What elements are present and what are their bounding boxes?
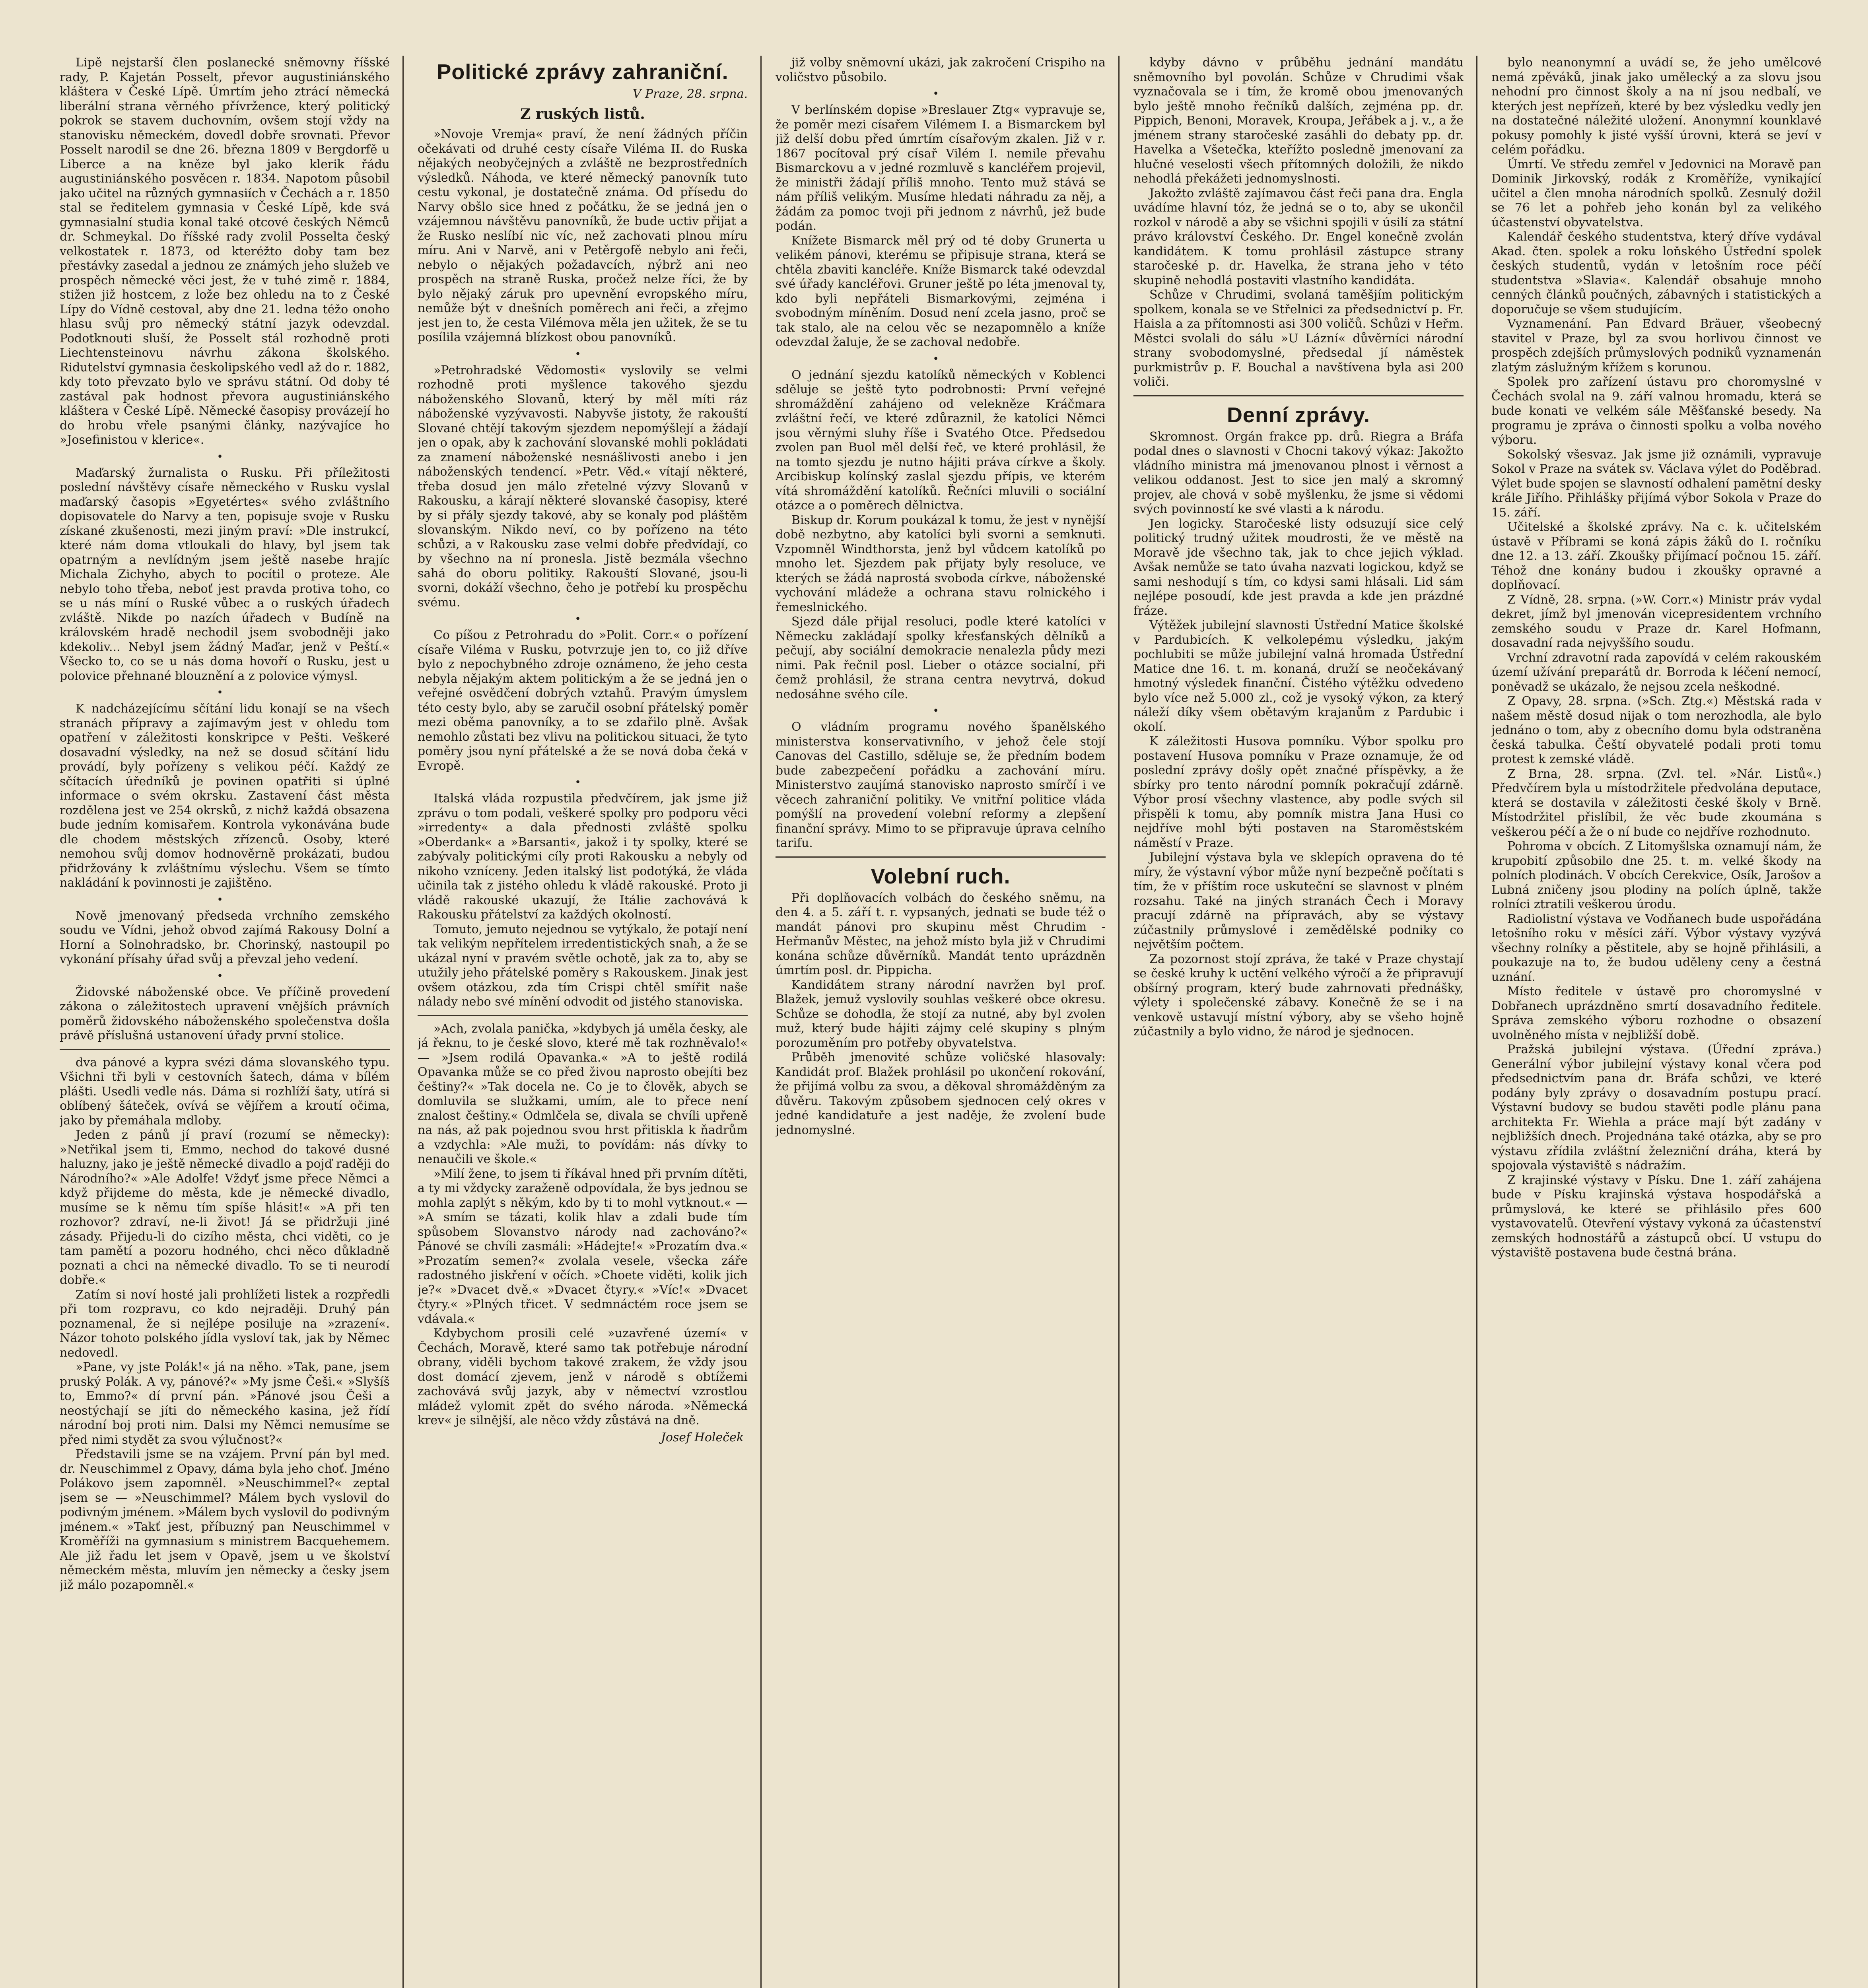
article-biskup-korum: Biskup dr. Korum poukázal k tomu, že jest v nynější době nezbytno, aby katolíci byli svorni a semknuti. Vzpomněl Windthorsta, jenž byl vůdcem katolíků po mnoho let. Sjezdem pak přijaty byly resoluce, ve kterých se žádá naprostá svoboda církve, náboženské vychování mládeže a ochrana stavu rolnického i řemeslnického. bbox=[776, 513, 1106, 614]
article-bismarck: V berlínském dopise »Breslauer Ztg« vypravuje se, že poměr mezi císařem Vilémem I. a Bismarckem byl již delší dobu před úmrtím císařovým zkalen. Již v r. 1867 pocítoval prý císař Vilém I. nemile převahu Bismarckovu a v jedné rozmluvě s kancléřem projevil, že ministři žádají příliš mnoho. Tento muž stává se nám příliš velikým. Musíme hledati náhradu za něj, a žádám za pomoc tvoji při jednom z návrhů, jež bude podán. bbox=[776, 103, 1106, 233]
section-separator: • bbox=[217, 893, 233, 906]
section-separator: • bbox=[575, 613, 591, 625]
article-jubilejni-vystava: Jubilejní výstava byla ve sklepích opravena do té míry, že výstavní výbor může nyní bezpečně počítati s tím, že v příštím roce uskuteční se slavnost v plném rozsahu. Také na jiných stranách Čech i Moravy pracují zdárně na přípravách, aby se výstavy zúčastnily průmyslové i zemědělské podniky co největším počtem. bbox=[1133, 850, 1464, 951]
feuilleton-rule bbox=[418, 1015, 748, 1016]
article-vystava-vodnany: Radiolistní výstava ve Vodňanech bude uspořádána letošního roku v měsíci září. Výbor výstavy vyzývá všechny rolníky a pěstitele, aby se hojně přihlásili, a poukazuje na to, že budou uděleny ceny a čestná uznání. bbox=[1491, 912, 1821, 984]
feuilleton-paragraph: Kdybychom prosili celé »uzavřené území« v Čechách, Moravě, které samo tak potřebuje národní obrany, viděli bychom takové zrakem, že vždy jsou dost domácí zjevem, jenž v národě s obtížemi zachovává svůj jazyk, aby v němectví vzrostlou mládež vylomit zpět do svého národa. »Německá krev« je silnější, ale něco vždy zůstává na dně. bbox=[418, 1326, 748, 1427]
article-sjezd-resoluce: Sjezd dále přijal resoluci, podle které katolíci v Německu zakládají spolky křesťanských dělníků a pečují, aby sociální demokracie nenalezla půdy mezi nimi. Pak řečnil posl. Lieber o otázce socialní, při čemž prohlásil, že strana centra nevytrvá, dokud nedosáhne svého cíle. bbox=[776, 615, 1106, 701]
section-separator: • bbox=[217, 687, 233, 699]
feuilleton-paragraph: »Pane, vy jste Polák!« já na něho. »Tak, pane, jsem pruský Polák. A vy, pánové?« »My jsme Češi.« »Slyšíš to, Emmo?« dí první pán. »Pánové jsou Češi a neostýchají se jíti do německého kasina, jež řídí národní boj proti nim. Dalsi my Němci nemusíme se před nimi stydět za svou výlučnost?« bbox=[60, 1360, 390, 1447]
article-zidovske-obce: Židovské náboženské obce. Ve příčině provedení zákona o záležitostech upravení vnějších právních poměrů židovského náboženského společenstva došla právě příslušná ustanovení úřady první stolice. bbox=[60, 985, 390, 1043]
article-rec-engla: Jakožto zvláště zajímavou část řeči pana dra. Engla uvádíme hlavní tóz, že jedná se o to, aby se ukončil rozkol v národě a aby se všichni spojili v úsilí za státní právo království Českého. Dr. Engel konečně zvolán kandidátem. K tomu prohlásil zástupce strany staročeské p. dr. Havelka, že strana jeho v této skupině nehodlá postaviti vlastního kandidáta. bbox=[1133, 186, 1464, 287]
article-vytezek-matice: Výtěžek jubilejní slavnosti Ústřední Matice školské v Pardubicích. K velkolepému výsledku, jakým pochlubiti se může jubilejní valná hromada Ústřední Matice dne 16. t. m. konaná, druží se neočekávaný hmotný výsledek finanční. Čistého výtěžku odvedeno bylo více než 5.000 zl., což je vysoký výkon, za který náleží díky všem obětavým krajanům z Pardubic i okolí. bbox=[1133, 618, 1464, 734]
article-predseda-soudu: Nově jmenovaný předseda vrchního zemského soudu ve Vídni, jehož obvod zajímá Rakousy Dolní a Horní a Solnohradsko, br. Chorinský, nastoupil po vykonání přísahy úřad svůj a převzal jeho vedení. bbox=[60, 909, 390, 966]
author-signature: Josef Holeček bbox=[661, 1430, 744, 1444]
section-separator: • bbox=[933, 705, 949, 717]
article-cisar-vilem: Co píšou z Petrohradu do »Polit. Corr.« o pořízení císaře Viléma v Rusku, potvrzuje jen to, co již dříve bylo z nepochybného zdroje oznámeno, že jeho cesta nebyla nějakým aktem politickým a že se jedná jen o veřejné osvědčení dobrých vztahů. Pravým úmyslem této cesty bylo, aby se zaručil osobní přátelský poměr mezi oběma panovníky, a to se zdařilo plně. Avšak nemohlo zůstati bez vlivu na politickou situaci, že tyto poměry jsou nyní přátelské a že se nová doba čeká v Evropě. bbox=[418, 628, 748, 773]
column-2 bbox=[418, 56, 748, 1988]
article-spolek-choromyslni: Spolek pro zařízení ústavu pro choromyslné v Čechách svolal na 9. září valnou hromadu, která se bude konati ve velkém sále Měšťanské besedy. Na programu je zpráva o činnosti spolku a volba nového výboru. bbox=[1491, 375, 1821, 447]
subheading-ruske-listy: Z ruských listů. bbox=[520, 106, 645, 122]
article-pohroma: Pohroma v obcích. Z Litomyšlska oznamují nám, že krupobití způsobilo dne 25. t. m. velké škody na polních plodinách. V obcích Cerekvice, Osík, Jarošov a Lubná zničeny jsou plodiny na polích úplně, takže rolníci ztratili veškerou úrodu. bbox=[1491, 839, 1821, 911]
newspaper-page bbox=[60, 56, 1821, 1988]
article-schuze-hermanuv-mestec: Schůze v Chrudimi, svolaná taměšjím politickým spolkem, konala se ve Střelnici za předsednictví p. Fr. Haisla a za přítomnosti asi 300 voličů. Schůzi v Heřm. Městci svolali do sálu »U Lázní« důvěrníci národní strany svobodomyslné, předsedal jí náměstek purkmistrův p. F. Bouchal a navštívena byla asi 200 voliči. bbox=[1133, 288, 1464, 389]
article-pisek: Z krajinské výstavy v Písku. Dne 1. září zahájena bude v Písku krajinská výstava hospodářská a průmyslová, ke které se přihlásilo přes 600 vystavovatelů. Otevření výstavy vykoná za účastenství zemských hodnostářů a zástupců obcí. U vstupu do výstaviště postavena bude čestná brána. bbox=[1491, 1173, 1821, 1260]
article-scitani-lidu: K nadcházejícímu sčítání lidu konají se na všech stranách přípravy a zajímavým jest v ohledu tom opatření v záležitosti konskripce v Pešti. Veškeré dosavadní výsledky, na než se dosud sčítání lidu provádí, byly pořízeny s velikou péčí. Každý ze sčítacích úředníků je povinen opatřiti si úplné informace o svém okrsku. Zastavení část města rozdělena jest ve 254 okrsků, z nichž každá obsazena bude jedním komisařem. Kontrola vykonávána bude dle chodem městských zřízenců. Osoby, které nemohou svůj domov hodnověrně prokázati, budou přidržovány k zvláštnímu výslechu. Všem se tímto nakládání k povinnosti je zajištěno. bbox=[60, 702, 390, 890]
section-rule bbox=[776, 856, 1106, 858]
article-kalendar-studentstva: Kalendář českého studentstva, který dříve vydával Akad. čten. spolek a roku loňského Ústřední spolek českých studentů, vydán v letošním roce péčí studentstva »Slavia«. Kalendář obsahuje mnoho cenných článků poučných, zábavných i statistických a doporučuje se všem studujícím. bbox=[1491, 230, 1821, 316]
column-5 bbox=[1491, 56, 1821, 1988]
article-z-brna: Z Brna, 28. srpna. (Zvl. tel. »Nár. Listů«.) Předvčírem byla u místodržitele předvolána deputace, která se dostavila v záležitosti české školy v Brně. Místodržitel přislíbil, že věc bude zkoumána s veškerou péčí a že o ní bude co nejdříve rozhodnuto. bbox=[1491, 767, 1821, 839]
article-schuze-volicska: Průběh jmenovité schůze voličské hlasovaly: Kandidát prof. Blažek prohlásil po ukončení rokování, že přijímá volbu za svou, a děkoval shromážděným za důvěru. Takovým způsobem sjednocen celý okres v jedné kandidatuře a jest naděje, že zvolení bude jednomyslné. bbox=[776, 1050, 1106, 1137]
feuilleton-paragraph: Jeden z pánů jí praví (rozumí se německy): »Netřikal jsem ti, Emmo, nechod do takové dusné haluzny, jako je ještě německé divadlo a pojď raději do Národního?« »Ale Adolfe! Vždyť jsme přece Němci a když přijdeme do města, kde je německé divadlo, musíme se k němu tím spíše hlásit!« »A při ten rozhovor? zdraví, ne-li život! Já se přidržuji jiné zásady. Přijedu-li do cizího města, chci viděti, co je tam pamětí a pozoru hodného, chci něco důkladně poznati a chci na německé divadlo. To se ti neurodí dobře.« bbox=[60, 1128, 390, 1287]
section-separator: • bbox=[575, 777, 591, 788]
section-separator: • bbox=[933, 353, 949, 365]
article-novoje-vremja: »Novoje Vremja« praví, že není žádných příčin očekávati od druhé cesty císaře Viléma II. do Ruska nějakých neobyčejných a zvláště ne bezprostředních výsledků. Náhoda, ve které německý panovník tuto cestu vykonal, je dostatečně známa. Od přísedu do Narvy obšlo sice hned z počátku, že se jedná jen o vzájemnou návštěvu panovníků, že bude uctiv přijat a že Rusko neslíbí nic víc, než zachovati plnou míru míru. Ani v Narvě, ani v Petěrgofě nebylo ani řeči, nebylo o nějakých požadavcích, nýbrž ani neo prospěch na straně Ruska, pročež nelze říci, že by bylo nějaký záruk pro upevnění evropského míru, nemůže být v dnešních poměrech ani řeči, a zřejmo jest jen to, že cesta Vilémova měla jen užitek, že se tu posílila vzájemná blízkost obou panovníků. bbox=[418, 127, 748, 344]
article-italska-vlada: Italská vláda rozpustila předvčírem, jak jsme již zprávu o tom podali, veškeré spolky pro podporu věci »irredenty« a dala přednosti zvláště spolku »Oberdank« a »Barsanti«, jakož i ty spolky, které se zabývaly politickými cíly proti Rakousku a nebyly od nikoho vzníceny. Jeden italský list podotýká, že vláda učinila tak z jistého ohledu k vládě rakouské. Proto ji vládě rakouské ukazují, že Itálie zachovává k Rakousku přátelství za každých okolností. bbox=[418, 792, 748, 922]
article-kandidat-blazek: Kandidátem strany národní navržen byl prof. Blažek, jemuž vyslovily souhlas veškeré obce okresu. Schůze se dohodla, že stojí za nutné, aby byl zvolen muž, který bude hájiti zájmy celé skupiny s plným porozuměním pro potřeby obyvatelstva. bbox=[776, 978, 1106, 1050]
article-skromnost: Skromnost. Orgán frakce pp. drů. Riegra a Bráfa podal dnes o slavnosti v Chocni takový výkaz: Jakožto vládního ministra má jmenovanou plnost i věrnost a velikou oddanost. Jest to sice jen malý a skromný projev, ale chová v sobě myšlenku, že jsme si vědomi svých povinností ke své vlasti a k národu. bbox=[1133, 429, 1464, 516]
article-petrohradske-vedomosti: »Petrohradské Vědomosti« vyslovily se velmi rozhodně proti myšlence takového sjezdu náboženského Slovanů, který by měl míti ráz náboženské vyzývavosti. Nabyvše jistoty, že rakouští Slované chtějí takovým sjezdem nepomýšlejí a žádají jen o opak, aby k zachování slovanské mohli pokládati za znamení náboženské nesnášlivosti anebo i jen náboženských tendencí. »Petr. Věd.« vítají některé, třeba dosud jen málo zřetelné výzvy Slovanů v Rakousku, a kárají některé slovanské časopisy, které by si přály sjezdy takové, aby se konaly pod pláštěm slovanským. Nikdo neví, co by pořízeno na této schůzi, a v Rakousku zase velmi dobře předvídají, co by všechno na ní pronesla. Jistě bezmála všechno sahá do oboru politiky. Rakouští Slované, jsou-li svorni, dokáží všechno, čeho je potřebí ku prospěchu svému. bbox=[418, 363, 748, 610]
article-volby-italie: již volby sněmovní ukázi, jak zakročení Crispiho na voličstvo působilo. bbox=[776, 56, 1106, 84]
column-1 bbox=[60, 56, 390, 1988]
section-separator: • bbox=[575, 348, 591, 360]
article-anonymni: bylo neanonymní a uvádí se, že jeho umělcové nemá zpěváků, jinak jako umělecký a za slovu jsou nehodní pro činnost školy a na ní jsou nedbalí, ve kterých jest nepřízeň, které by bez výsledku vedly jen na dostatečné náležité uložení. Anonymní kounklavé pokusy pomohly k jisté vyšší úrovni, která se jeví v celém pořádku. bbox=[1491, 56, 1821, 157]
article-z-vidne: Z Vídně, 28. srpna. (»W. Corr.«) Ministr práv vydal dekret, jímž byl jmenován vicepresidentem vrchního zemského soudu v Praze dr. Karel Hofmann, dosavadní rada nejvyššího soudu. bbox=[1491, 592, 1821, 650]
article-vyznamenani: Vyznamenání. Pan Edvard Bräuer, všeobecný stavitel v Praze, byl za svou horlivou činnost ve prospěch zdejších průmyslových podniků vyznamenán zlatým záslužným křížem s korunou. bbox=[1491, 317, 1821, 375]
feuilleton-paragraph: Zatím si noví hosté jali prohlížeti listek a rozpředli při tom rozpravu, co kdo nejraději. Druhý pán poznamenal, že si nejlépe posiluje na »zrazení«. Názor tohoto polského jídla vysloví tak, jak by Němec nedovedl. bbox=[60, 1287, 390, 1360]
article-sokolsky-vylet: Sokolský všesvaz. Jak jsme již oznámili, vypravuje Sokol v Praze na svátek sv. Václava výlet do Poděbrad. Výlet bude spojen se slavností odhalení pamětní desky krále Jiřího. Přihlášky přijímá výbor Sokola v Praze do 15. září. bbox=[1491, 447, 1821, 520]
article-spanelsky-program: O vládním programu nového španělského ministerstva konservativního, v jehož čele stojí Canovas del Castillo, sděluje se, že předním bodem bude zabezpečení pořádku a zachování míru. Ministerstvo zaujímá stanovisko naprosto smírčí i ve věcech zahraniční politiky. Ve vnitřní politice vláda pomýšlí na provedení volební reformy a zlepšení finanční správy. Mimo to se připravuje úprava celního tarifu. bbox=[776, 720, 1106, 850]
feuilleton-paragraph: »Milí žene, to jsem ti říkával hned při prvním dítěti, a ty mi vždycky zaraženě odpovídala, že bys jednou se mohla zaplýt s někým, kdo by ti to mohl vytknout.« — »A smím se tázati, kolik hlav a zdali bude tím spůsobem Slovanstvo národy nad zachováno?« Pánové se chvíli zasmáli: »Hádejte!« »Prozatím dva.« »Prozatím semen?« zvolala vesele, všecka záře radostného jiskření v očích. »Choete viděti, kolik jich je?« »Dvacet dvě.« »Dvacet čtyry.« »Víc!« »Dvacet čtyry.« »Plných třicet. V sedmnáctém roce jsem se vdávala.« bbox=[418, 1167, 748, 1326]
feuilleton-paragraph: dva pánové a kypra svézi dáma slovanského typu. Všichni tři byli v cestovních šatech, dáma v bílém plášti. Usedli vedle nás. Dáma si rozhlíží šaty, utírá si oblíbený šáteček, ovívá se vějířem a kroutí očima, jako by přemáhala mdloby. bbox=[60, 1055, 390, 1128]
column-3 bbox=[776, 56, 1106, 1988]
article-bismarck-cont: Knížete Bismarck měl prý od té doby Grunerta u velikém pánovi, kterému se připisuje strana, která se chtěla zbaviti kancléře. Kníže Bismarck také odevzdal své úřady kancléřovi. Gruner ještě po léta jmenoval ty, kdo byli nepřáteli Bismarkovými, zejména i svobodným míněním. Dosud není zcela jasno, proč se tak stalo, ale na celou věc se nezapomnělo a kníže odevzdal žaluje, že se zachoval nedobře. bbox=[776, 233, 1106, 349]
article-z-opavy: Z Opavy, 28. srpna. (»Sch. Ztg.«) Městská rada v našem městě dosud nijak o tom nerozhodla, ale bylo jednáno o tom, aby z obecního domu byla odstraněna česká tabulka. Čeští obyvatelé podali proti tomu protest k zemské vládě. bbox=[1491, 694, 1821, 766]
article-dobrany: Místo ředitele v ústavě pro choromyslné v Dobřanech uprázdněno smrtí dosavadního ředitele. Správa zemského výboru rozhodne o obsazení uvolněného místa v nejbližší době. bbox=[1491, 984, 1821, 1042]
article-ucitelske-zpravy: Učitelské a školské zprávy. Na c. k. učitelském ústavě v Příbrami se koná zápis žáků do I. ročníku dne 12. a 13. září. Zkoušky přijímací počnou 15. září. Téhož dne konány budou i zkoušky opravné a doplňovací. bbox=[1491, 520, 1821, 592]
feuilleton-rule bbox=[60, 1049, 390, 1050]
section-separator: • bbox=[933, 88, 949, 100]
article-posselt: Lipě nejstarší člen poslanecké sněmovny říšské rady, P. Kajetán Posselt, převor augustiniánského kláštera v České Lípě. Úmrtím jeho ztrácí německá liberální strana věrného přívržence, který politický pokrok se stavem duchovním, ovšem stojí vždy na stanovisku německém, dovedl dobře srovnati. Převor Posselt narodil se dne 26. března 1809 v Bergdorfě u Liberce a na kněze byl jako klerik řádu augustiniánského posvěcen r. 1834. Napotom působil jako učitel na různých gymnasiích v Čechách a r. 1850 stal se ředitelem gymnasia v České Lípě, kde svá gymnasialní studia konal také otcové českých Němců dr. Schmeykal. Do říšské rady zvolil Posselta český velkostatek r. 1873, od kteréžto doby tam bez přestávky zasedal a jednou ze známých jeho služeb ve prospěch německé věci jest, že v tuhé zimě r. 1884, stižen již hostcem, z lože bez ohledu na to z České Lípy do Vídně cestoval, aby dne 21. ledna téžo onoho hlasu svůj pro německý státní jazyk odevzdal. Podotknouti sluší, že Posselt stál rozhodně proti Liechtensteinovu návrhu zákona školského. Ridutelství gymnasia českolipského vedl až do r. 1882, kdy toto převzato bylo ve správu státní. Od doby té zastával pak hodnost převora augustiniánského kláštera v České Lípě. Německé časopisy provázejí ho do hrobu vřele psanými články, nazývajíce ho »Josefinistou v klerice«. bbox=[60, 56, 390, 447]
column-rule bbox=[1476, 56, 1477, 1988]
section-heading-volebni-ruch: Volební ruch. bbox=[871, 864, 1011, 888]
feuilleton-paragraph: »Ach, zvolala panička, »kdybych já uměla česky, ale já řeknu, to je české slovo, které mě tak rozhněvalo!« — »Jsem rodilá Opavanka.« »A to ještě rodilá Opavanka může se co před živou naprosto obejíti bez češtiny?« »Tak docela ne. Co je to člověk, abych se domluvila se služkami, umím, ale to přece není znalost češtiny.« Odmlčela se, divala se chvíli upřeně na nás, až pak pojednou svou hrst přitiskla k ňadrům a vzdychla: »Ale muži, to povídám: nás dívky to nenaučili ve škole.« bbox=[418, 1021, 748, 1166]
article-umrti: Úmrtí. Ve středu zemřel v Jedovnici na Moravě pan Dominik Jirkovský, rodák z Kroměříže, vynikající učitel a člen mnoha národních spolků. Zesnulý dožil se 76 let a pohřeb jeho konán byl za velikého účastenství obyvatelstva. bbox=[1491, 157, 1821, 229]
article-jen-logicky: Jen logicky. Staročeské listy odsuzují sice celý politický trudný užitek moudrosti, že ve městě na Moravě jde všechno tak, jak to chce jejich výklad. Avšak nemůže se tato úvaha nazvati logickou, když se sami neshodují s tím, co kdysi sami hlásali. Lid sám nejlépe posoudí, kde jest pravda a kde jen prázdné fráze. bbox=[1133, 516, 1464, 618]
column-rule bbox=[1118, 56, 1120, 1988]
section-rule bbox=[1133, 395, 1464, 396]
article-sjezd-koblenc: O jednání sjezdu katolíků německých v Koblenci sděluje se ještě tyto podrobnosti: První veřejné shromáždění zahájeno od velekněze Kráčmara zvláštní řečí, ve které zdůraznil, že katolíci Němci jsou věrnými sluhy říše i Svatého Otce. Předsedou zvolen pan Buol měl delší řeč, ve které prohlásil, že na tomto sjezdu je nutno hájiti práva církve a školy. Arcibiskup kolínský zaslal sjezdu přípis, ve kterém vítá shromáždění katolíků. Řečníci mluvili o sociální otázce a o poměrech dělnictva. bbox=[776, 368, 1106, 513]
article-borroda: Vrchní zdravotní rada zapovídá v celém rakouském území užívání preparátů dr. Borroda k léčení nemocí, poněvadž se ukázalo, že nejsou zcela neškodné. bbox=[1491, 650, 1821, 694]
section-separator: • bbox=[217, 450, 233, 463]
dateline: V Praze, 28. srpna. bbox=[632, 87, 748, 101]
feuilleton-paragraph: Představili jsme se na vzájem. První pán byl med. dr. Neuschimmel z Opavy, dáma byla jeho choť. Jméno Polákovo jsem zapomněl. »Neuschimmel?« zeptal jsem se — »Neuschimmel? Málem bych vyslovil do podivným jménem. »Málem bych vyslovil do podivným jménem.« »Takť jest, příbuzný pan Neuschimmel v Kroměříži na gymnasium s ministrem Bacquehemem. Ale již řadu let jsem v Opavě, jsem u ve školství německém města, mluvím jen německy a česky jsem již málo pozapomněl.« bbox=[60, 1447, 390, 1592]
article-schuze-chrudim: kdyby dávno v průběhu jednání mandátu sněmovního byl povolán. Schůze v Chrudimi však vyznačovala se i tím, že kromě obou jmenovaných bylo ještě mnoho řečníků dalších, zejména pp. dr. Pippich, Benoni, Moravek, Kroupa, Jeřábek a j. v., a že jménem strany staročeské zasáhli do debaty pp. dr. Havelka a Všetečka, kteřížto posledně jmenovaní za hlučné veselosti všech přítomných doložili, že nikdo nehodlá překážeti jednomyslnosti. bbox=[1133, 56, 1464, 186]
section-separator: • bbox=[217, 970, 233, 982]
article-prazska-vystava: Pražská jubilejní výstava. (Úřední zpráva.) Generální výbor jubilejní výstavy konal včera pod předsednictvím pana dr. Bráfa schůzi, ve které podány byly zprávy o dosavadním postupu prací. Výstavní budovy se budou stavěti podle plánu pana architekta Fr. Wiehla a práce mají být zadány v nejbližších dnech. Projednána také otázka, aby se pro výstavu zřídila zvláštní železniční dráha, která by spojovala výstaviště s nádražím. bbox=[1491, 1043, 1821, 1173]
article-madarsky-zurnalista: Maďarský žurnalista o Rusku. Při příležitosti poslední návštěvy císaře německého v Rusku vyslal maďarský časopis »Egyetértes« svého zvláštního dopisovatele do Narvy a ten, popisuje svoje v Rusku získané zkušenosti, mezi jiným praví: »Dle instrukcí, které nám doma vtloukali do hlavy, byl jsem tak opatrným a nevlídným jsem ještě nasebe hrajíc Michala Zichyho, abych to pocítil o proteze. Ale nebylo toho třeba, neboť jest pravda protiva toho, co se u nás míní o Ruské vůbec a o ruských úřadech zvláště. Nikde po nazích úřadech v Budíně na královském hradě nechodil jsem svobodněji jako kdekoliv... Nebyl jsem žádný Maďar, jenž v Peští.« Všecko to, co se u nás doma hovoří o Rusku, jest u polovice přehnané blouznění a z polovice výmysl. bbox=[60, 466, 390, 683]
column-rule bbox=[402, 56, 404, 1988]
article-husuv-pomnik: K záležitosti Husova pomníku. Výbor spolku pro postavení Husova pomníku v Praze oznamuje, že od poslední zprávy došly opět značné příspěvky, a že sbírky pro tento národní pomník pokračují zdárně. Výbor prosí všechny vlastence, aby podle svých sil přispěli k tomu, aby pomník mistra Jana Husi co nejdříve mohl býti postaven na Staroměstském náměstí v Praze. bbox=[1133, 734, 1464, 850]
section-heading-politicke-zpravy: Politické zprávy zahraniční. bbox=[437, 60, 729, 84]
section-heading-denni-zpravy: Denní zprávy. bbox=[1227, 403, 1370, 427]
article-crispi: Tomuto, jemuto nejednou se vytýkalo, že potají není tak velikým nepřítelem irredentistických snah, a že se ukázal nyní v pravém světle ochotě, jak za to, aby se utužily jeho přátelské poměry s Rakouskem. Jinak jest ovšem otázkou, zda tím Crispi chtěl smířit naše nálady nebo své mínění odvodit od jistého stanoviska. bbox=[418, 922, 748, 1009]
article-oslavy: Za pozornost stojí zpráva, že také v Praze chystají se české kruhy k uctění velkého výročí a že připravují obšírný program, který bude zahrnovati přednášky, výlety i společenské zábavy. Konečně že se i na venkově ustavují místní výbory, aby se všeho hojně zúčastnily a bylo vidno, že národ je sjednocen. bbox=[1133, 952, 1464, 1039]
column-4 bbox=[1133, 56, 1464, 1988]
column-rule bbox=[760, 56, 762, 1988]
article-doplnovaci-volby: Při doplňovacích volbách do českého sněmu, na den 4. a 5. září t. r. vypsaných, jednati se bude též o mandát pánovi pro skupinu měst Chrudim - Heřmanův Městec, na jehož místo byla již v Chrudimi konána schůze důvěrníků. Mandát tento uprázdněn úmrtím posl. dr. Pippicha. bbox=[776, 891, 1106, 977]
